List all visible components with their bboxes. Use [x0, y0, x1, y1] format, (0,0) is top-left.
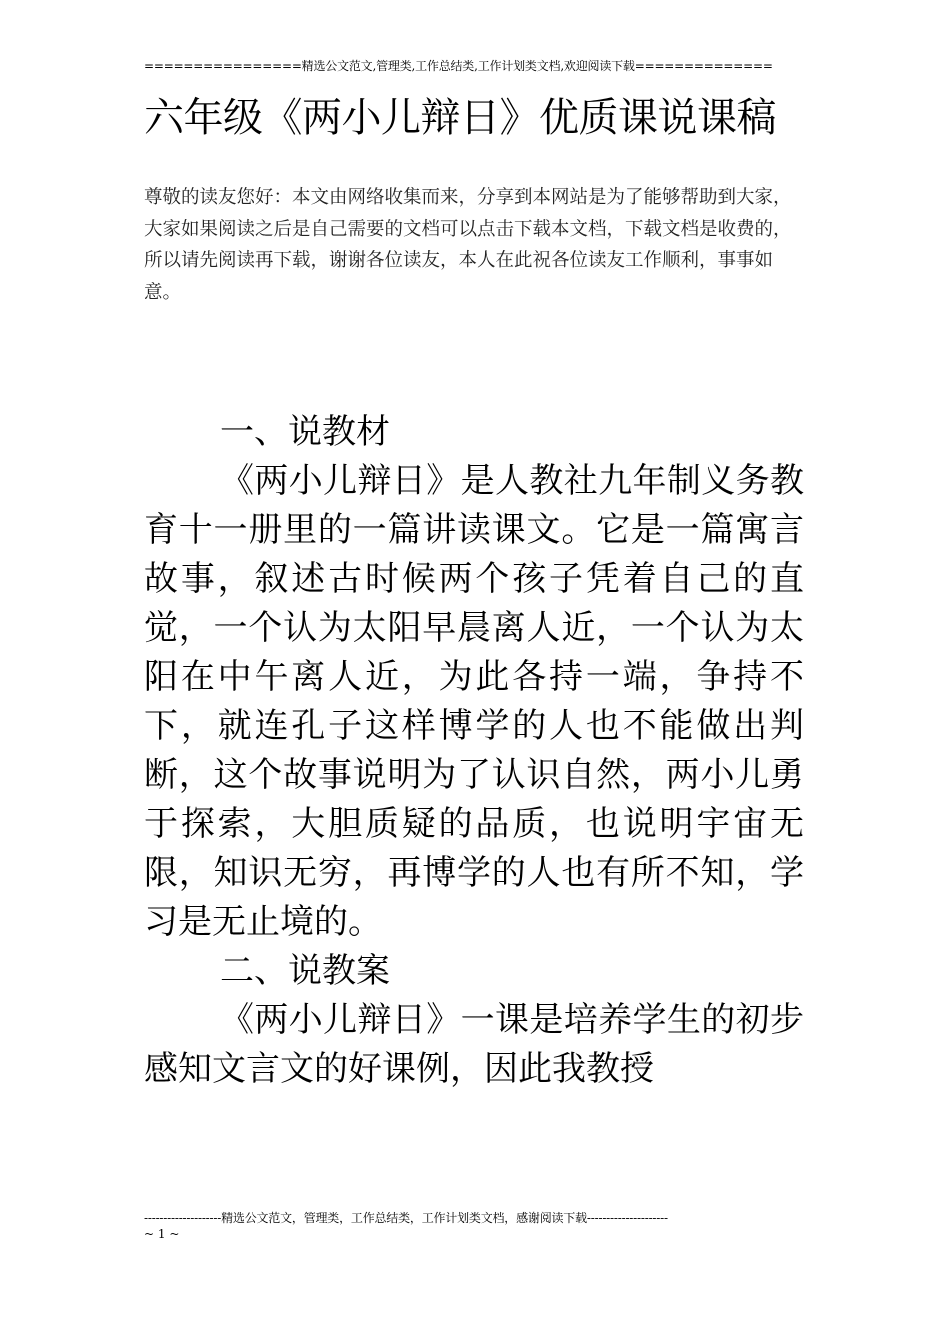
document-title: 六年级《两小儿辩日》优质课说课稿: [144, 95, 776, 141]
header-banner: ================精选公文范文,管理类,工作总结类,工作计划类文档,欢迎阅读下载==============: [144, 59, 773, 73]
section-paragraph-lesson-plan: 《两小儿辩日》一课是培养学生的初步感知文言文的好课例，因此我教授: [144, 1000, 804, 1089]
section-paragraph-textbook: 《两小儿辩日》是人教社九年制义务教育十一册里的一篇讲读课文。它是一篇寓言故事，叙述古时候两个孩子凭着自己的直觉，一个认为太阳早晨离人近，一个认为太阳在中午离人近，为此各持一端，争持不下，就连孔子这样博学的人也不能做出判断，这个故事说明为了认识自然，两小儿勇于探索，大胆质疑的品质，也说明宇宙无限，知识无穷，再博学的人也有所不知，学习是无止境的。: [144, 461, 804, 942]
footer-banner: --------------------精选公文范文，管理类，工作总结类，工作计划类文档，感谢阅读下载---------------------: [144, 1211, 668, 1225]
section-heading-textbook: 一、说教材: [220, 412, 390, 452]
section-heading-lesson-plan: 二、说教案: [220, 951, 390, 991]
reader-notice: 尊敬的读友您好：本文由网络收集而来，分享到本网站是为了能够帮助到大家，大家如果阅读之后是自己需要的文档可以点击下载本文档，下载文档是收费的，所以请先阅读再下载，谢谢各位读友，本人在此祝各位读友工作顺利，事事如意。: [144, 187, 792, 303]
document-body: [144, 408, 804, 1094]
page-number: ~ 1 ~: [144, 1227, 180, 1241]
